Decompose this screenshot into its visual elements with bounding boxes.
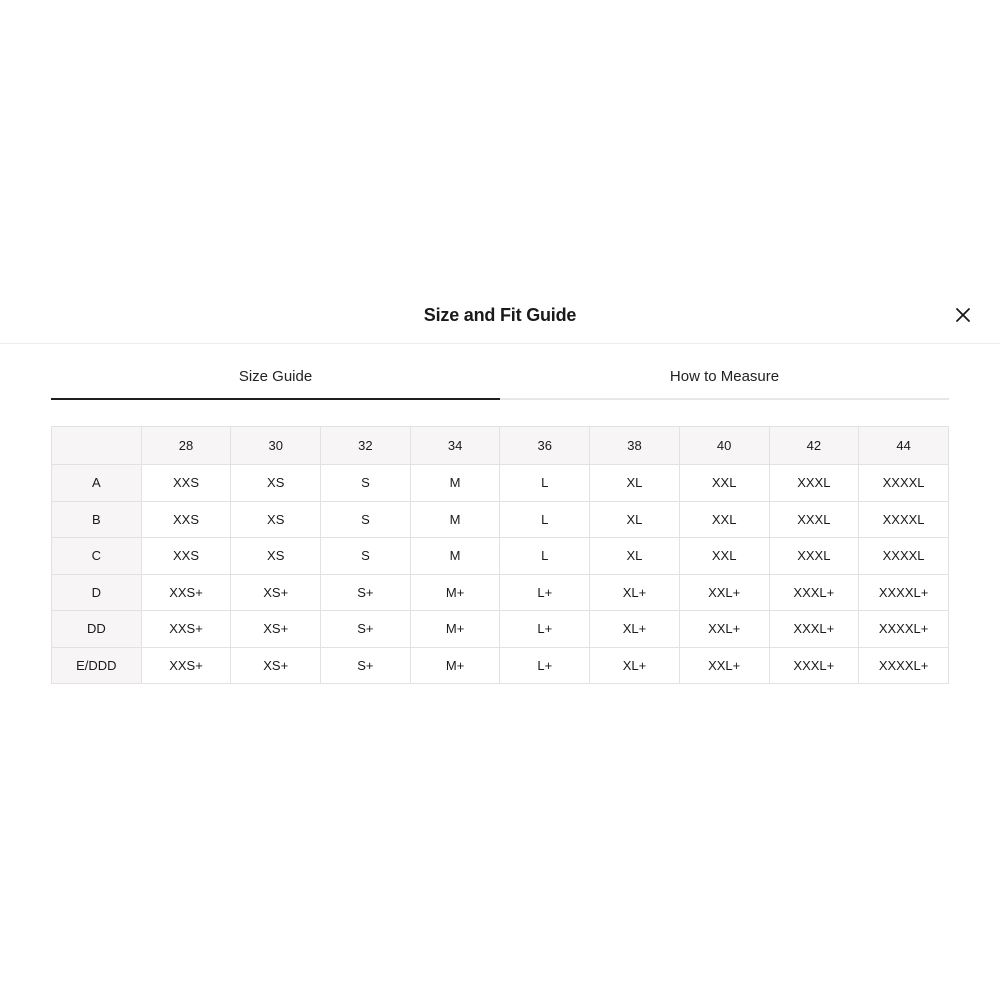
size-cell: L+ (500, 611, 590, 648)
table-row (52, 465, 949, 502)
size-cell: L+ (500, 574, 590, 611)
size-cell: XXS+ (141, 574, 231, 611)
size-table (51, 426, 949, 684)
size-cell: L (500, 538, 590, 575)
size-cell: XXXXL+ (859, 574, 949, 611)
size-cell: L+ (500, 647, 590, 684)
size-cell: XXXXL (859, 501, 949, 538)
size-guide-modal (0, 292, 1000, 712)
size-cell: XL+ (590, 574, 680, 611)
size-cell: M (410, 538, 500, 575)
size-cell: XXXXL (859, 538, 949, 575)
size-cell: S+ (321, 574, 411, 611)
size-cell: XXXXL (859, 465, 949, 502)
size-cell: XL (590, 465, 680, 502)
size-cell: M+ (410, 611, 500, 648)
tab-size-guide[interactable]: Size Guide (51, 360, 500, 398)
size-cell: XXL+ (679, 647, 769, 684)
size-cell: XS (231, 465, 321, 502)
size-cell: S (321, 501, 411, 538)
size-cell: XS+ (231, 574, 321, 611)
size-cell: XL+ (590, 611, 680, 648)
size-cell: L (500, 501, 590, 538)
size-cell: XXL+ (679, 611, 769, 648)
cup-size-header: DD (52, 611, 142, 648)
cup-size-header: A (52, 465, 142, 502)
band-size-header: 32 (321, 427, 411, 465)
size-cell: XXXL (769, 501, 859, 538)
table-row (52, 574, 949, 611)
size-cell: S+ (321, 647, 411, 684)
band-size-header: 42 (769, 427, 859, 465)
band-size-header: 34 (410, 427, 500, 465)
size-cell: M (410, 501, 500, 538)
table-row (52, 611, 949, 648)
size-cell: XXXL+ (769, 647, 859, 684)
tab-bar (51, 360, 949, 400)
size-cell: XXL (679, 465, 769, 502)
size-cell: S (321, 465, 411, 502)
band-size-header: 30 (231, 427, 321, 465)
table-row (52, 501, 949, 538)
size-cell: L (500, 465, 590, 502)
size-cell: M+ (410, 574, 500, 611)
size-cell: S (321, 538, 411, 575)
close-button[interactable] (952, 304, 974, 326)
close-icon (955, 307, 971, 323)
size-cell: XL (590, 538, 680, 575)
band-size-header: 40 (679, 427, 769, 465)
cup-size-header: B (52, 501, 142, 538)
size-cell: XXL (679, 538, 769, 575)
band-size-header: 28 (141, 427, 231, 465)
size-cell: XXXXL+ (859, 647, 949, 684)
size-cell: XXL+ (679, 574, 769, 611)
size-cell: XL+ (590, 647, 680, 684)
cup-size-header: D (52, 574, 142, 611)
table-row (52, 538, 949, 575)
size-cell: XS (231, 501, 321, 538)
band-size-header: 44 (859, 427, 949, 465)
modal-header (0, 292, 1000, 344)
cup-size-header: C (52, 538, 142, 575)
size-cell: M (410, 465, 500, 502)
modal-title: Size and Fit Guide (423, 305, 577, 325)
size-cell: XXS (141, 538, 231, 575)
size-cell: XXS+ (141, 611, 231, 648)
size-cell: XXXL+ (769, 611, 859, 648)
size-cell: XXS+ (141, 647, 231, 684)
cup-size-header: E/DDD (52, 647, 142, 684)
size-cell: XS (231, 538, 321, 575)
size-cell: XS+ (231, 611, 321, 648)
size-cell: XXXL+ (769, 574, 859, 611)
size-cell: XXXL (769, 465, 859, 502)
tab-how-to-measure[interactable]: How to Measure (669, 368, 780, 385)
size-cell: XXL (679, 501, 769, 538)
size-cell: XXS (141, 465, 231, 502)
table-row (52, 647, 949, 684)
table-corner-cell (52, 427, 142, 465)
band-size-header: 36 (500, 427, 590, 465)
size-cell: XXXL (769, 538, 859, 575)
band-size-header: 38 (590, 427, 680, 465)
size-cell: XXS (141, 501, 231, 538)
size-cell: XXXXL+ (859, 611, 949, 648)
size-cell: XS+ (231, 647, 321, 684)
table-header-row (52, 427, 949, 465)
size-cell: S+ (321, 611, 411, 648)
size-cell: M+ (410, 647, 500, 684)
size-cell: XL (590, 501, 680, 538)
